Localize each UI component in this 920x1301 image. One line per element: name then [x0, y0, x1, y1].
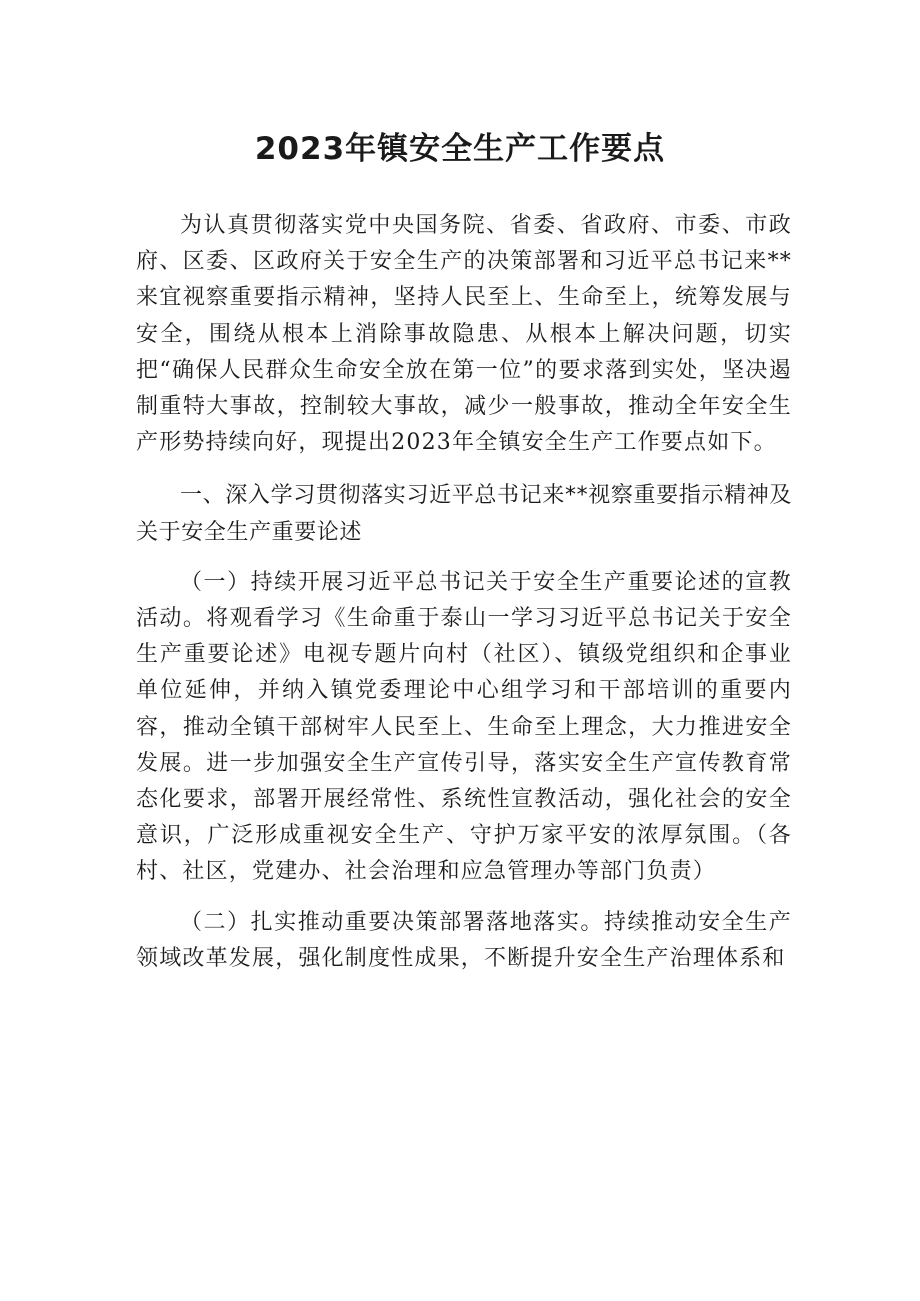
- subsection-number: （二）: [180, 909, 251, 935]
- subsection-text: 持续开展习近平总书记关于安全生产重要论述的宣教活动。将观看学习《生命重于泰山一学习习近平总书记关于安全生产重要论述》电视专题片向村（社区）、镇级党组织和企事业单位延伸，并纳入镇党委理论中心组学习和干部培训的重要内容，推动全镇干部树牢人民至上、生命至上理念，大力推进安全发展。进一步加强安全生产宣传引导，落实安全生产宣传教育常态化要求，部署开展经常性、系统性宣教活动，强化社会的安全意识，广泛形成重视安全生产、守护万家平安的浓厚氛围。（各村、社区，党建办、社会治理和应急管理办等部门负责）: [136, 569, 792, 885]
- subsection-paragraph-2: [136, 905, 792, 977]
- intro-paragraph: 为认真贯彻落实党中央国务院、省委、省政府、市委、市政府、区委、区政府关于安全生产的决策部署和习近平总书记来**来宜视察重要指示精神，坚持人民至上、生命至上，统筹发展与安全，围绕从根本上消除事故隐患、从根本上解决问题，切实把“确保人民群众生命安全放在第一位”的要求落到实处，坚决遏制重特大事故，控制较大事故，减少一般事故，推动全年安全生产形势持续向好，现提出2023年全镇安全生产工作要点如下。: [136, 213, 792, 456]
- subsection-number: （一）: [180, 569, 251, 595]
- subsection-text: 扎实推动重要决策部署落地落实。持续推动安全生产领域改革发展，强化制度性成果，不断提升安全生产治理体系和: [136, 909, 792, 971]
- section-heading-1: 一、深入学习贯彻落实习近平总书记来**视察重要指示精神及关于安全生产重要论述: [136, 483, 792, 545]
- subsection-paragraph-1: [136, 565, 792, 891]
- document-title: 2023年镇安全生产工作要点: [254, 131, 666, 167]
- document-body: [136, 208, 792, 977]
